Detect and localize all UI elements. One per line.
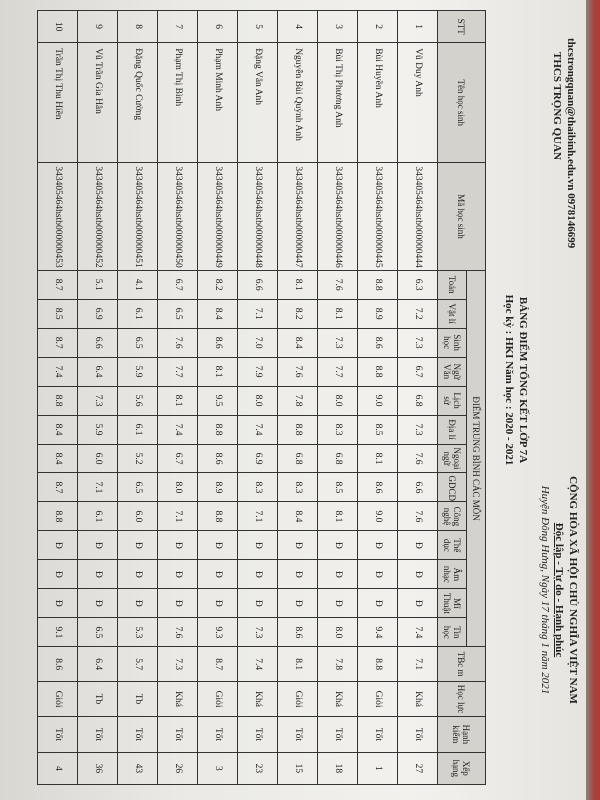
cell-score: 6.3 (398, 270, 438, 299)
header-subject: Âm nhạc (438, 560, 467, 589)
cell-score: 8.6 (198, 444, 238, 473)
cell-score: 7.6 (158, 618, 198, 647)
cell-score: 6.6 (398, 473, 438, 502)
cell-score: 8.4 (278, 328, 318, 357)
table-row (358, 11, 398, 785)
cell-score: 6.6 (78, 328, 118, 357)
cell-score: Đ (238, 589, 278, 618)
cell-score: Đ (118, 531, 158, 560)
cell-xep-hang: 43 (118, 752, 158, 784)
cell-score: Đ (38, 589, 78, 618)
cell-score: 8.1 (278, 270, 318, 299)
cell-score: Đ (398, 531, 438, 560)
cell-xep-hang: 36 (78, 752, 118, 784)
cell-score: 8.8 (198, 415, 238, 444)
cell-score: 7.6 (318, 270, 358, 299)
cell-score: 6.5 (118, 473, 158, 502)
cell-score: Đ (198, 531, 238, 560)
cell-score: 7.4 (38, 357, 78, 386)
cell-score: 6.7 (158, 444, 198, 473)
cell-score: 8.1 (318, 502, 358, 531)
header-hoc-luc: Học lực (438, 681, 486, 716)
cell-hoc-luc: Tb (118, 681, 158, 716)
header-subject: GDCD (438, 473, 467, 502)
cell-score: 7.2 (398, 299, 438, 328)
cell-stt: 8 (118, 11, 158, 43)
cell-score: 7.3 (398, 328, 438, 357)
cell-score: 8.5 (38, 299, 78, 328)
cell-stt: 10 (38, 11, 78, 43)
cell-score: Đ (358, 560, 398, 589)
cell-tbcm: 5.7 (118, 647, 158, 681)
nation-motto: Độc lập - Tự do - Hạnh phúc (553, 522, 565, 658)
cell-score: 9.1 (38, 618, 78, 647)
cell-xep-hang: 4 (38, 752, 78, 784)
cell-score: 8.8 (278, 415, 318, 444)
school-name: THCS TRỌNG QUAN (551, 52, 563, 160)
cell-student-code: 343405464hstb000000446 (318, 163, 358, 270)
report-titles (502, 200, 530, 560)
cell-student-name: Trần Thị Thu Hiền (38, 43, 78, 163)
cell-score: 7.8 (278, 386, 318, 415)
cell-score: Đ (198, 560, 238, 589)
cell-score: 6.4 (78, 357, 118, 386)
cell-score: 8.3 (318, 415, 358, 444)
place-date: Huyện Đông Hưng, Ngày 17 tháng 1 năm 2021 (539, 485, 551, 695)
header-xep-hang: Xếp hạng (438, 752, 486, 784)
cell-score: Đ (238, 531, 278, 560)
report-term: Học kỳ : HKI Năm học : 2020 - 2021 (503, 294, 515, 466)
header-code: Mã học sinh (438, 163, 486, 270)
cell-score: 6.8 (398, 386, 438, 415)
cell-score: 6.6 (238, 270, 278, 299)
cell-score: 4.1 (118, 270, 158, 299)
cell-score: 6.9 (78, 299, 118, 328)
cell-score: Đ (318, 531, 358, 560)
cell-tbcm: 8.1 (278, 647, 318, 681)
cell-score: 6.1 (118, 415, 158, 444)
cell-score: 8.0 (318, 386, 358, 415)
cell-student-code: 343405464hstb000000451 (118, 163, 158, 270)
cell-tbcm: 8.7 (198, 647, 238, 681)
cell-stt: 9 (78, 11, 118, 43)
cell-xep-hang: 15 (278, 752, 318, 784)
cell-tbcm: 7.3 (158, 647, 198, 681)
cell-score: 7.0 (238, 328, 278, 357)
cell-score: 6.5 (158, 299, 198, 328)
cell-stt: 7 (158, 11, 198, 43)
cell-score: 8.4 (38, 444, 78, 473)
school-contact: thcstrongquan@thaibinh.edu.vn 0978146699 (565, 38, 577, 249)
cell-student-code: 343405464hstb000000449 (198, 163, 238, 270)
cell-score: Đ (278, 560, 318, 589)
cell-score: 8.9 (358, 299, 398, 328)
cell-student-name: Bùi Huyền Anh (358, 43, 398, 163)
cell-hoc-luc: Giỏi (358, 681, 398, 716)
cell-score: Đ (238, 560, 278, 589)
cell-score: 8.5 (318, 473, 358, 502)
cell-hanh-kiem: Tốt (358, 717, 398, 752)
header-subject: Ngoại ngữ (438, 444, 467, 473)
table-row (318, 11, 358, 785)
cell-score: Đ (278, 589, 318, 618)
cell-score: 7.4 (398, 618, 438, 647)
cell-score: 7.7 (318, 357, 358, 386)
cell-student-code: 343405464hstb000000453 (38, 163, 78, 270)
cell-score: 7.4 (158, 415, 198, 444)
cell-score: Đ (358, 531, 398, 560)
cell-stt: 4 (278, 11, 318, 43)
cell-score: 7.1 (238, 299, 278, 328)
header-subject: Mĩ Thuật (438, 589, 467, 618)
cell-score: 8.3 (278, 473, 318, 502)
cell-score: 7.6 (158, 328, 198, 357)
cell-score: 8.1 (198, 357, 238, 386)
cell-tbcm: 8.8 (358, 647, 398, 681)
cell-score: 7.1 (158, 502, 198, 531)
cell-hoc-luc: Tb (78, 681, 118, 716)
cell-stt: 5 (238, 11, 278, 43)
cell-score: 6.7 (398, 357, 438, 386)
cell-score: 8.7 (38, 328, 78, 357)
cell-score: 6.9 (238, 444, 278, 473)
header-subject: Địa lí (438, 415, 467, 444)
cell-score: 6.5 (78, 618, 118, 647)
cell-score: Đ (278, 531, 318, 560)
school-header (550, 38, 578, 248)
cell-tbcm: 7.1 (398, 647, 438, 681)
header-name: Tên học sinh (438, 43, 486, 163)
cell-score: 9.0 (358, 386, 398, 415)
cell-score: Đ (318, 589, 358, 618)
cell-score: 8.1 (158, 386, 198, 415)
header-subject: Sinh học (438, 328, 467, 357)
header-subject: Công nghệ (438, 502, 467, 531)
cell-score: Đ (118, 560, 158, 589)
header-subject: Toán (438, 270, 467, 299)
cell-score: Đ (38, 531, 78, 560)
header-subject: Ngữ Văn (438, 357, 467, 386)
cell-score: 8.0 (318, 618, 358, 647)
cell-score: 7.9 (238, 357, 278, 386)
cell-score: Đ (78, 560, 118, 589)
header-tbcm: TBc m (438, 647, 486, 681)
cell-score: 5.2 (118, 444, 158, 473)
table-edge-background (585, 0, 600, 800)
table-row (238, 11, 278, 785)
cell-score: 8.0 (238, 386, 278, 415)
report-title: BẢNG ĐIỂM TỔNG KẾT LỚP 7A (517, 296, 529, 464)
cell-score: 5.9 (78, 415, 118, 444)
cell-score: 7.3 (318, 328, 358, 357)
cell-stt: 1 (398, 11, 438, 43)
cell-xep-hang: 23 (238, 752, 278, 784)
cell-student-code: 343405464hstb000000448 (238, 163, 278, 270)
cell-score: 7.3 (398, 415, 438, 444)
cell-score: 8.4 (38, 415, 78, 444)
cell-xep-hang: 26 (158, 752, 198, 784)
cell-tbcm: 7.8 (318, 647, 358, 681)
cell-hanh-kiem: Tốt (118, 717, 158, 752)
cell-score: 9.5 (198, 386, 238, 415)
cell-score: 8.9 (198, 473, 238, 502)
cell-score: Đ (358, 589, 398, 618)
cell-score: 8.3 (238, 473, 278, 502)
cell-score: Đ (398, 560, 438, 589)
cell-score: 8.4 (198, 299, 238, 328)
cell-score: 7.7 (158, 357, 198, 386)
cell-score: 8.6 (358, 473, 398, 502)
cell-hoc-luc: Khá (238, 681, 278, 716)
cell-hoc-luc: Giỏi (38, 681, 78, 716)
cell-hanh-kiem: Tốt (318, 717, 358, 752)
cell-score: 6.8 (278, 444, 318, 473)
cell-score: 7.3 (238, 618, 278, 647)
cell-student-name: Đặng Quốc Cường (118, 43, 158, 163)
cell-score: 8.2 (198, 270, 238, 299)
cell-score: Đ (158, 531, 198, 560)
header-stt: STT (438, 11, 486, 43)
cell-student-code: 343405464hstb000000452 (78, 163, 118, 270)
cell-score: 7.1 (238, 502, 278, 531)
cell-hanh-kiem: Tốt (398, 717, 438, 752)
cell-score: 6.7 (158, 270, 198, 299)
cell-score: 7.6 (278, 357, 318, 386)
cell-student-name: Vũ Duy Anh (398, 43, 438, 163)
table-row (158, 11, 198, 785)
table-row (198, 11, 238, 785)
cell-score: Đ (198, 589, 238, 618)
cell-score: 5.6 (118, 386, 158, 415)
cell-score: Đ (78, 589, 118, 618)
cell-score: 6.0 (118, 502, 158, 531)
cell-score: 8.8 (38, 502, 78, 531)
cell-score: Đ (318, 560, 358, 589)
cell-score: 8.2 (278, 299, 318, 328)
cell-score: 8.6 (198, 328, 238, 357)
cell-score: 5.9 (118, 357, 158, 386)
cell-score: Đ (78, 531, 118, 560)
cell-xep-hang: 3 (198, 752, 238, 784)
cell-student-name: Phạm Minh Anh (198, 43, 238, 163)
table-row (278, 11, 318, 785)
header-subject: Tin học (438, 618, 467, 647)
cell-score: 7.4 (238, 415, 278, 444)
cell-score: 6.5 (118, 328, 158, 357)
cell-hoc-luc: Khá (158, 681, 198, 716)
cell-score: 8.8 (358, 270, 398, 299)
cell-student-name: Vũ Trần Gia Hân (78, 43, 118, 163)
cell-hanh-kiem: Tốt (78, 717, 118, 752)
cell-score: 8.5 (358, 415, 398, 444)
table-row (118, 11, 158, 785)
cell-score: 8.0 (158, 473, 198, 502)
cell-score: Đ (38, 560, 78, 589)
cell-student-code: 343405464hstb000000450 (158, 163, 198, 270)
cell-student-name: Bùi Thị Phương Anh (318, 43, 358, 163)
cell-score: 8.8 (38, 386, 78, 415)
table-row (38, 11, 78, 785)
nation-header (538, 440, 580, 740)
cell-score: 9.4 (358, 618, 398, 647)
cell-student-code: 343405464hstb000000445 (358, 163, 398, 270)
cell-score: 9.0 (358, 502, 398, 531)
cell-stt: 6 (198, 11, 238, 43)
cell-score: 7.3 (78, 386, 118, 415)
cell-score: 6.1 (78, 502, 118, 531)
cell-score: 5.3 (118, 618, 158, 647)
cell-xep-hang: 27 (398, 752, 438, 784)
cell-hoc-luc: Khá (398, 681, 438, 716)
cell-student-name: Nguyễn Bùi Quỳnh Anh (278, 43, 318, 163)
cell-score: 8.1 (358, 444, 398, 473)
cell-hoc-luc: Khá (318, 681, 358, 716)
grade-table (37, 10, 486, 785)
cell-hanh-kiem: Tốt (238, 717, 278, 752)
cell-score: Đ (118, 589, 158, 618)
cell-xep-hang: 18 (318, 752, 358, 784)
cell-score: 7.6 (398, 502, 438, 531)
cell-score: 8.8 (198, 502, 238, 531)
cell-score: 8.8 (358, 357, 398, 386)
header-subject: Lịch sử (438, 386, 467, 415)
cell-stt: 2 (358, 11, 398, 43)
cell-tbcm: 6.4 (78, 647, 118, 681)
cell-score: Đ (398, 589, 438, 618)
cell-hanh-kiem: Tốt (158, 717, 198, 752)
cell-score: 6.1 (118, 299, 158, 328)
table-row (398, 11, 438, 785)
cell-tbcm: 7.4 (238, 647, 278, 681)
cell-score: 7.6 (398, 444, 438, 473)
cell-hanh-kiem: Tốt (38, 717, 78, 752)
cell-hanh-kiem: Tốt (278, 717, 318, 752)
header-subject: Thể dục (438, 531, 467, 560)
cell-score: 8.7 (38, 270, 78, 299)
cell-score: 8.1 (318, 299, 358, 328)
cell-score: 9.3 (198, 618, 238, 647)
cell-score: Đ (158, 589, 198, 618)
header-hanh-kiem: Hạnh kiểm (438, 717, 486, 752)
cell-score: 5.1 (78, 270, 118, 299)
cell-hoc-luc: Giỏi (198, 681, 238, 716)
cell-score: 8.4 (278, 502, 318, 531)
cell-score: 8.6 (358, 328, 398, 357)
table-row (78, 11, 118, 785)
header-subject: Vật lí (438, 299, 467, 328)
cell-score: Đ (158, 560, 198, 589)
cell-hanh-kiem: Tốt (198, 717, 238, 752)
cell-student-name: Phạm Thị Bình (158, 43, 198, 163)
cell-student-code: 343405464hstb000000444 (398, 163, 438, 270)
cell-xep-hang: 1 (358, 752, 398, 784)
cell-hoc-luc: Giỏi (278, 681, 318, 716)
cell-student-name: Đặng Vân Anh (238, 43, 278, 163)
cell-score: 8.7 (38, 473, 78, 502)
cell-tbcm: 8.6 (38, 647, 78, 681)
nation-title: CỘNG HÒA XÃ HỘI CHỦ NGHĨA VIỆT NAM (567, 476, 579, 704)
cell-score: 6.0 (78, 444, 118, 473)
cell-student-code: 343405464hstb000000447 (278, 163, 318, 270)
cell-stt: 3 (318, 11, 358, 43)
cell-score: 8.6 (278, 618, 318, 647)
cell-score: 6.8 (318, 444, 358, 473)
cell-score: 7.1 (78, 473, 118, 502)
header-subject-group: ĐIỂM TRUNG BÌNH CÁC MÔN (467, 270, 486, 647)
